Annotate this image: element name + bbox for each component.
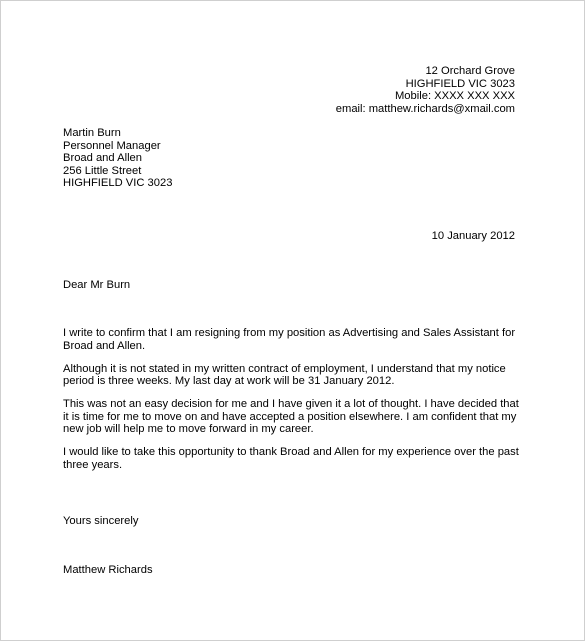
recipient-suburb: HIGHFIELD VIC 3023 (63, 177, 173, 190)
date-text: 10 January 2012 (431, 230, 515, 242)
sender-street: 12 Orchard Grove (425, 65, 515, 77)
paragraph-line: I would like to take this opportunity to thank Broad and Allen for my experience over the past (63, 446, 519, 459)
sender-suburb: HIGHFIELD VIC 3023 (405, 77, 515, 90)
paragraph-line: This was not an easy decision for me and I have given it a lot of thought. I have decided that (63, 398, 519, 411)
paragraph-line: Although it is not stated in my written contract of employment, I understand that my notice (63, 362, 506, 375)
greeting-text: Dear Mr Burn (63, 279, 131, 291)
recipient-company: Broad and Allen (63, 152, 142, 165)
sender-email: email: matthew.richards@xmail.com (335, 102, 515, 115)
paragraph-line: Broad and Allen. (63, 339, 146, 352)
paragraph-thanks (63, 446, 523, 471)
salutation (63, 279, 130, 292)
paragraph-notice (63, 363, 523, 388)
sender-mobile: Mobile: XXXX XXX XXX (394, 90, 515, 103)
signature-name: Matthew Richards (63, 564, 153, 576)
paragraph-decision (63, 398, 523, 436)
paragraph-line: new job will help me to move forward in my career. (63, 423, 314, 436)
closing-text: Yours sincerely (63, 515, 139, 527)
letter-date (432, 230, 515, 243)
paragraph-line: it is time for me to move on and have accepted a position elsewhere. I am confident that my (63, 410, 517, 423)
paragraph-line: period is three weeks. My last day at work will be 31 January 2012. (63, 375, 395, 388)
paragraph-line: I write to confirm that I am resigning from my position as Advertising and Sales Assistant for (63, 327, 516, 339)
letter-body (63, 327, 523, 482)
recipient-name: Martin Burn (63, 127, 121, 139)
sender-address (336, 65, 515, 115)
closing (63, 515, 138, 528)
signature (63, 564, 153, 577)
recipient-street: 256 Little Street (63, 164, 142, 177)
paragraph-line: three years. (63, 458, 123, 471)
recipient-title: Personnel Manager (63, 139, 161, 152)
paragraph-resignation (63, 327, 523, 352)
recipient-address (63, 127, 172, 190)
